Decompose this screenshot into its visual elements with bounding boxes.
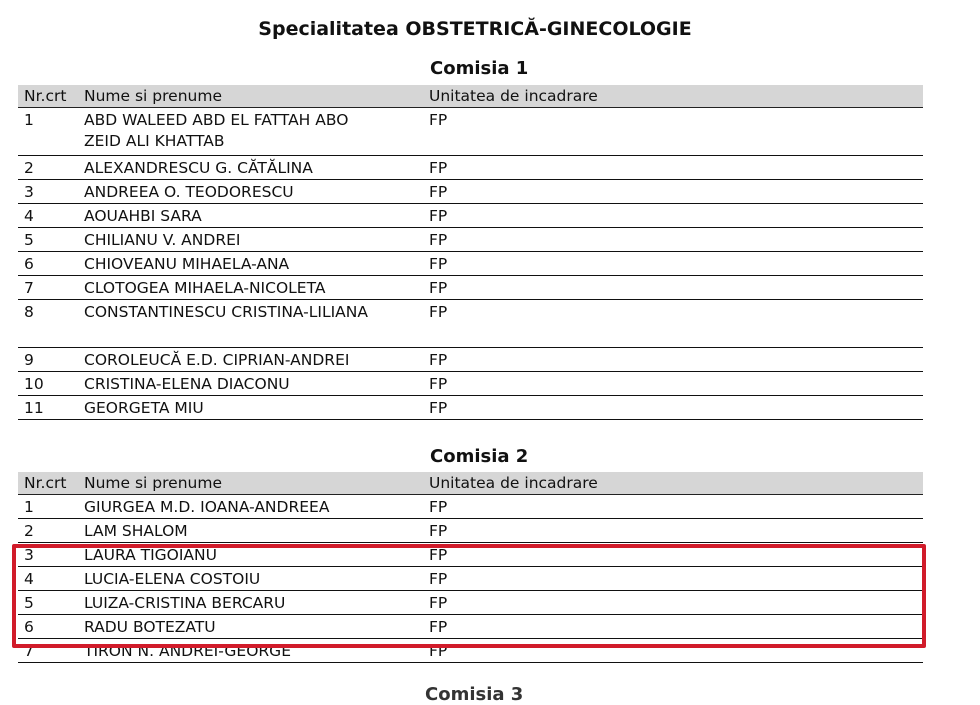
row-name: TIRON N. ANDREI-GEORGE [84, 642, 291, 660]
row-nr: 8 [24, 303, 34, 321]
header-name: Nume si prenume [84, 87, 222, 105]
table-row [18, 252, 923, 276]
page-title: Specialitatea OBSTETRICĂ-GINECOLOGIE [258, 18, 692, 40]
row-unit: FP [429, 375, 448, 393]
row-nr: 7 [24, 279, 34, 297]
row-nr: 7 [24, 642, 34, 660]
commission-2-title: Comisia 2 [430, 446, 529, 467]
row-name: RADU BOTEZATU [84, 618, 216, 636]
commission-1-title: Comisia 1 [430, 58, 529, 79]
header-name: Nume si prenume [84, 474, 222, 492]
header-unit: Unitatea de incadrare [429, 474, 598, 492]
next-commission-title-cut: Comisia 3 [425, 684, 524, 705]
row-unit: FP [429, 399, 448, 417]
row-unit: FP [429, 570, 448, 588]
row-unit: FP [429, 546, 448, 564]
row-name: ABD WALEED ABD EL FATTAH ABO ZEID ALI KHATTAB [84, 111, 349, 150]
row-nr: 3 [24, 183, 34, 201]
row-name: CHILIANU V. ANDREI [84, 231, 241, 249]
row-name: ALEXANDRESCU G. CĂTĂLINA [84, 159, 313, 177]
row-name: CLOTOGEA MIHAELA-NICOLETA [84, 279, 326, 297]
row-name: LAURA TIGOIANU [84, 546, 217, 564]
header-nr: Nr.crt [24, 87, 67, 105]
row-unit: FP [429, 111, 448, 129]
header-nr: Nr.crt [24, 474, 67, 492]
table-row [18, 372, 923, 396]
table-row [18, 348, 923, 372]
row-unit: FP [429, 594, 448, 612]
row-unit: FP [429, 159, 448, 177]
row-nr: 2 [24, 159, 34, 177]
row-nr: 1 [24, 111, 34, 129]
row-nr: 6 [24, 618, 34, 636]
table-row [18, 204, 923, 228]
row-name: CONSTANTINESCU CRISTINA-LILIANA [84, 303, 368, 321]
table-row [18, 180, 923, 204]
row-name: GIURGEA M.D. IOANA-ANDREEA [84, 498, 330, 516]
row-nr: 5 [24, 231, 34, 249]
commission-1-table [18, 85, 923, 420]
table-row [18, 108, 923, 156]
row-unit: FP [429, 498, 448, 516]
row-unit: FP [429, 255, 448, 273]
table-row [18, 495, 923, 519]
row-unit: FP [429, 522, 448, 540]
row-name: CRISTINA-ELENA DIACONU [84, 375, 290, 393]
row-unit: FP [429, 303, 448, 321]
row-nr: 11 [24, 399, 44, 417]
row-name: LAM SHALOM [84, 522, 188, 540]
table-row [18, 228, 923, 252]
table-row [18, 276, 923, 300]
row-unit: FP [429, 351, 448, 369]
row-unit: FP [429, 618, 448, 636]
row-nr: 6 [24, 255, 34, 273]
row-name: GEORGETA MIU [84, 399, 204, 417]
row-unit: FP [429, 279, 448, 297]
row-name: ANDREEA O. TEODORESCU [84, 183, 294, 201]
table-row [18, 156, 923, 180]
row-nr: 1 [24, 498, 34, 516]
row-name: CHIOVEANU MIHAELA-ANA [84, 255, 290, 273]
table-row [18, 300, 923, 348]
row-nr: 3 [24, 546, 34, 564]
row-unit: FP [429, 231, 448, 249]
table-header [18, 472, 923, 495]
row-nr: 9 [24, 351, 34, 369]
table-row [18, 519, 923, 543]
row-unit: FP [429, 207, 448, 225]
row-name: LUIZA-CRISTINA BERCARU [84, 594, 286, 612]
row-nr: 5 [24, 594, 34, 612]
row-unit: FP [429, 642, 448, 660]
row-nr: 4 [24, 207, 34, 225]
row-nr: 4 [24, 570, 34, 588]
row-unit: FP [429, 183, 448, 201]
header-unit: Unitatea de incadrare [429, 87, 598, 105]
table-header [18, 85, 923, 108]
row-name: AOUAHBI SARA [84, 207, 202, 225]
row-name: COROLEUCĂ E.D. CIPRIAN-ANDREI [84, 351, 350, 369]
row-nr: 10 [24, 375, 44, 393]
highlight-box [12, 544, 926, 648]
table-row [18, 396, 923, 420]
row-name: LUCIA-ELENA COSTOIU [84, 570, 261, 588]
row-nr: 2 [24, 522, 34, 540]
